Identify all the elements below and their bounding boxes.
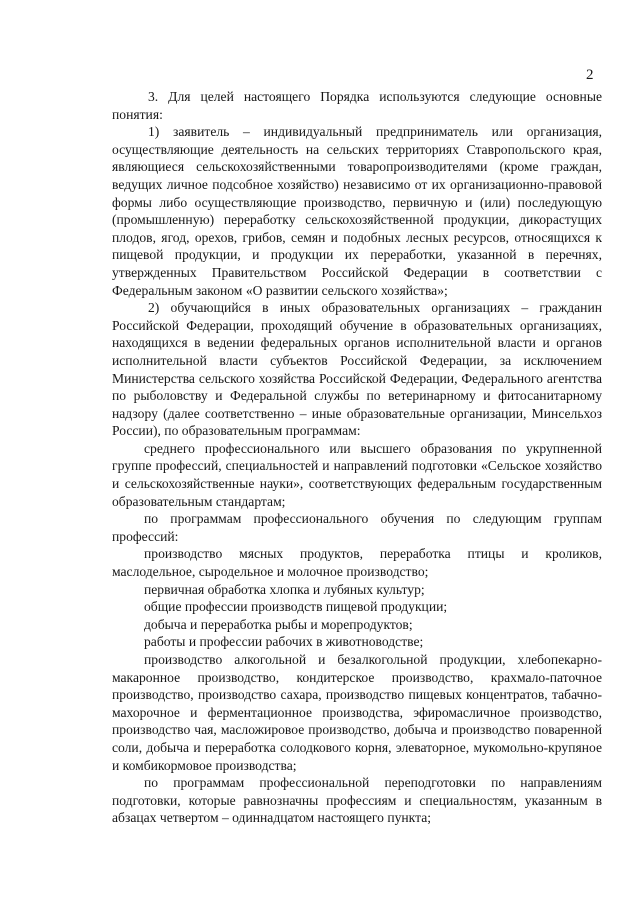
document-body: [112, 88, 602, 827]
list-item-food-production: производство алкогольной и безалкогольной продукции, хлебопекарно-макаронное производство, кондитерское производство, крахмало-паточное производство, производство сахара, производство пищевых концентратов, табачно-махорочное и ферментационное производства, эфиромасличное производство, производство чая, масложировое производство, добыча и производство поваренной соли, добыча и переработка солодкового корня, элеваторное, мукомольно-крупяное и комбикормовое производства;: [112, 652, 602, 773]
list-item-fish: добыча и переработка рыбы и морепродуктов;: [144, 616, 413, 632]
paragraph-retraining: по программам профессиональной переподготовки по направлениям подготовки, которые равнозначны профессиям и специальностям, указанным в абзацах четвертом – одиннадцатом настоящего пункта;: [112, 775, 602, 826]
paragraph-applicant-definition: 1) заявитель – индивидуальный предприниматель или организация, осуществляющие деятельность на сельских территориях Ставропольского края, являющиеся сельскохозяйственными товаропроизводителями (кроме граждан, ведущих личное подсобное хозяйство) независимо от их организационно-правовой формы либо осуществляющие производство, первичную и (или) последующую (промышленную) переработку сельскохозяйственной продукции, дикорастущих плодов, ягод, орехов, грибов, семян и подобных лесных ресурсов, относящихся к пищевой продукции, и продукции их переработки, указанной в перечнях, утвержденных Правительством Российской Федерации в соответствии с Федеральным законом «О развитии сельского хозяйства»;: [112, 124, 602, 298]
list-item-food-professions: общие профессии производств пищевой продукции;: [144, 599, 448, 615]
paragraph-vocational-training: по программам профессионального обучения по следующим группам профессий:: [112, 511, 602, 544]
list-item-cotton: первичная обработка хлопка и лубяных культур;: [144, 581, 425, 597]
paragraph-student-definition: 2) обучающийся в иных образовательных организациях – гражданин Российской Федерации, проходящий обучение в образовательных организациях, находящихся в ведении федеральных органов исполнительной власти и органов исполнительной власти субъектов Российской Федерации, за исключением Министерства сельского хозяйства Российской Федерации, Федерального агентства по рыболовству и Федеральной службы по ветеринарному и фитосанитарному надзору (далее соответственно – иные образовательные организации, Минсельхоз России), по образовательным программам:: [112, 300, 602, 439]
paragraph-secondary-higher-education: среднего профессионального или высшего образования по укрупненной группе профессий, специальностей и направлений подготовки «Сельское хозяйство и сельскохозяйственные науки», соответствующих федеральным государственным образовательным стандартам;: [112, 440, 602, 509]
list-item-livestock: работы и профессии рабочих в животноводстве;: [144, 634, 424, 650]
list-item-meat-dairy: производство мясных продуктов, переработка птицы и кроликов, маслодельное, сыродельное и молочное производство;: [112, 546, 602, 580]
paragraph-definitions-intro: 3. Для целей настоящего Порядка используются следующие основные понятия:: [112, 89, 602, 122]
page-number: 2: [586, 67, 594, 83]
